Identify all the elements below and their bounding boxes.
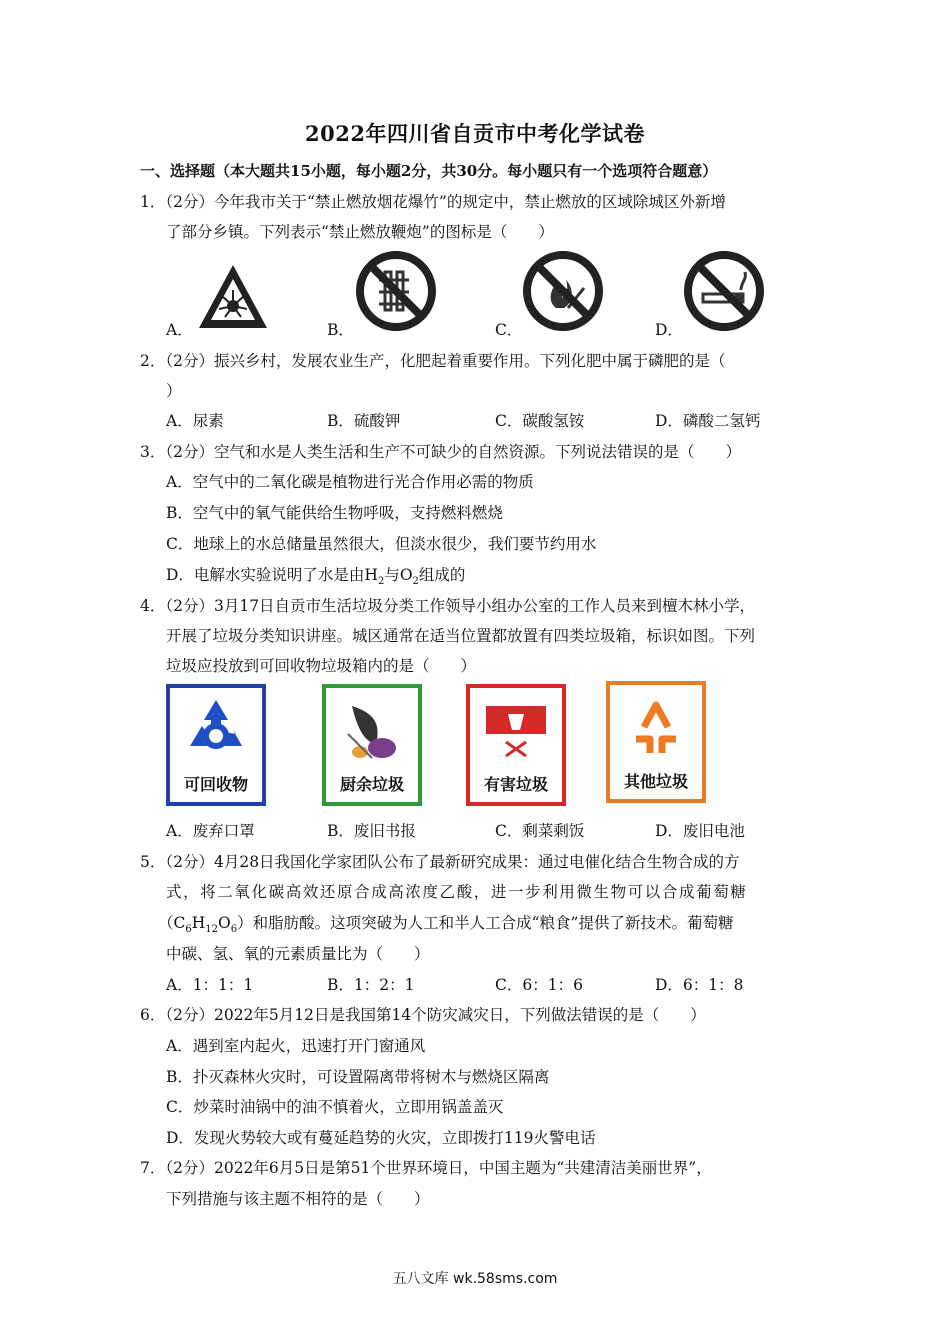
q5-line4: 中碳、氢、氧的元素质量比为（ ） bbox=[166, 945, 430, 963]
q1-option-d: D． bbox=[655, 321, 683, 339]
q1-option-a: A． bbox=[166, 321, 193, 339]
q2-option-d: D．磷酸二氢钙 bbox=[655, 412, 761, 430]
q3-option-d: D．电解水实验说明了水是由$H_2$与$O_2$组成的 bbox=[166, 566, 466, 588]
q6-option-d: D．发现火势较大或有蔓延趋势的火灾，立即拨打119火警电话 bbox=[166, 1129, 596, 1147]
section-heading: 一、选择题（本大题共15小题，每小题2分，共30分。每小题只有一个选项符合题意） bbox=[140, 162, 718, 180]
no-smoking-icon bbox=[683, 250, 765, 336]
q4-line3: 垃圾应投放到可回收物垃圾箱内的是（ ） bbox=[166, 657, 477, 675]
q3-option-c: C．地球上的水总储量虽然很大，但淡水很少，我们要节约用水 bbox=[166, 535, 597, 553]
q5-option-d: D．6：1：8 bbox=[655, 976, 744, 994]
q5-line3: $(C_6H_{12}O_6)$和脂肪酸。这项突破为人工和半人工合成“粮食”提供了新技术。葡萄糖 bbox=[158, 914, 734, 936]
q2-option-a: A．尿素 bbox=[166, 412, 224, 430]
footer-watermark: 五八文库 wk.58sms.com bbox=[392, 1271, 558, 1287]
q7-line2: 下列措施与该主题不相符的是（ ） bbox=[166, 1190, 430, 1208]
q4-option-c: C．剩菜剩饭 bbox=[495, 822, 585, 840]
q4-option-a: A．废弃口罩 bbox=[166, 822, 255, 840]
explosive-warning-icon bbox=[196, 262, 270, 336]
q4-option-b: B．废旧书报 bbox=[327, 822, 416, 840]
q6-option-b: B．扑灭森林火灾时，可设置隔离带将树木与燃烧区隔离 bbox=[166, 1068, 550, 1086]
q1-option-c: C． bbox=[495, 321, 523, 339]
q3-option-a: A．空气中的二氧化碳是植物进行光合作用必需的物质 bbox=[166, 473, 534, 491]
bin-label-other: 其他垃圾 bbox=[623, 772, 689, 791]
kitchen-waste-bin-sign bbox=[322, 684, 422, 810]
q1-line2: 了部分乡镇。下列表示“禁止燃放鞭炮”的图标是（ ） bbox=[166, 223, 554, 241]
q5-option-a: A．1：1：1 bbox=[166, 976, 254, 994]
q1-line1: 1．（2分）今年我市关于“禁止燃放烟花爆竹”的规定中，禁止燃放的区域除城区外新增 bbox=[140, 193, 726, 211]
bin-label-hazardous: 有害垃圾 bbox=[483, 775, 549, 794]
q2-line1: 2．（2分）振兴乡村，发展农业生产，化肥起着重要作用。下列化肥中属于磷肥的是（ bbox=[140, 352, 726, 370]
recyclable-bin-sign bbox=[166, 684, 266, 810]
q4-line1: 4．（2分）3月17日自贡市生活垃圾分类工作领导小组办公室的工作人员来到檀木林小学， bbox=[140, 597, 756, 615]
q2-line2: ） bbox=[166, 382, 182, 400]
q5-line1: 5．（2分）4月28日我国化学家团队公布了最新研究成果：通过电催化结合生物合成的方 bbox=[140, 853, 740, 871]
q5-option-b: B．1：2：1 bbox=[327, 976, 415, 994]
other-waste-bin-sign bbox=[606, 681, 706, 807]
q6-line1: 6．（2分）2022年5月12日是我国第14个防灾减灾日，下列做法错误的是（ ） bbox=[140, 1006, 706, 1024]
no-open-flame-icon bbox=[522, 250, 604, 336]
q5-option-c: C．6：1：6 bbox=[495, 976, 583, 994]
no-firecrackers-icon bbox=[355, 250, 437, 336]
q2-option-b: B．硫酸钾 bbox=[327, 412, 401, 430]
q4-line2: 开展了垃圾分类知识讲座。城区通常在适当位置都放置有四类垃圾箱，标识如图。下列 bbox=[166, 627, 756, 645]
q6-option-c: C．炒菜时油锅中的油不慎着火，立即用锅盖盖灭 bbox=[166, 1098, 504, 1116]
q4-option-d: D．废旧电池 bbox=[655, 822, 745, 840]
page-title: 2022年四川省自贡市中考化学试卷 bbox=[305, 121, 645, 146]
q1-option-b: B． bbox=[327, 321, 354, 339]
q5-line2: 式，将二氧化碳高效还原合成高浓度乙酸，进一步利用微生物可以合成葡萄糖 bbox=[166, 883, 748, 901]
bin-label-recyclable: 可回收物 bbox=[183, 775, 249, 794]
q3-line1: 3．（2分）空气和水是人类生活和生产不可缺少的自然资源。下列说法错误的是（ ） bbox=[140, 443, 741, 461]
q7-line1: 7．（2分）2022年6月5日是第51个世界环境日，中国主题为“共建清洁美丽世界”， bbox=[140, 1159, 712, 1177]
q6-option-a: A．遇到室内起火，迅速打开门窗通风 bbox=[166, 1037, 426, 1055]
q2-option-c: C．碳酸氢铵 bbox=[495, 412, 585, 430]
q3-option-b: B．空气中的氧气能供给生物呼吸，支持燃料燃烧 bbox=[166, 504, 503, 522]
hazardous-waste-bin-sign bbox=[466, 684, 566, 810]
bin-label-kitchen: 厨余垃圾 bbox=[339, 775, 405, 794]
